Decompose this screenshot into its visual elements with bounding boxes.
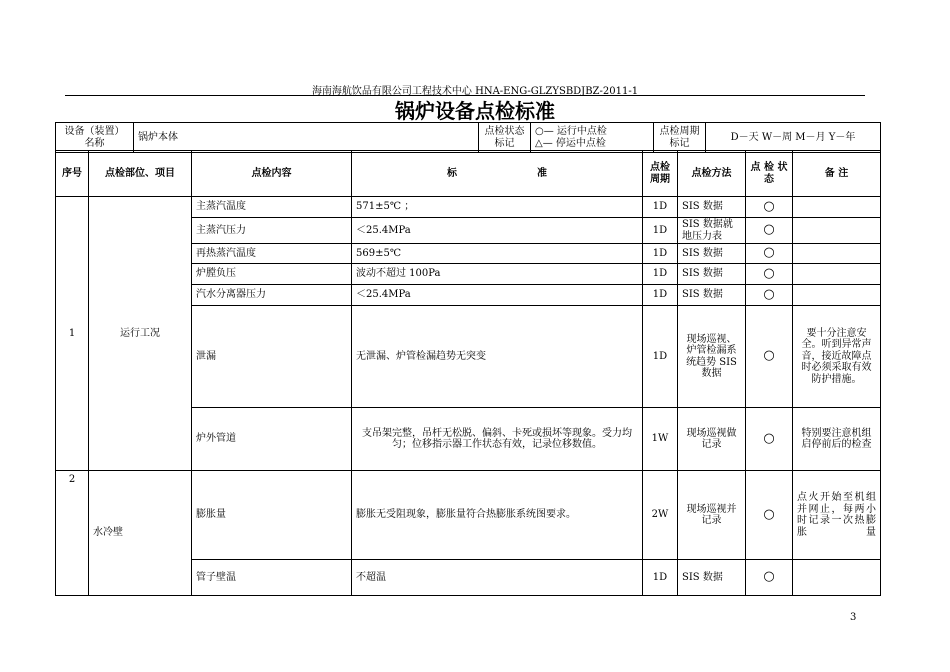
row-state: ○ bbox=[746, 264, 793, 285]
page-number: 3 bbox=[850, 612, 857, 623]
col-header-no: 序号 bbox=[56, 151, 89, 197]
row-content: 主蒸汽压力 bbox=[192, 218, 352, 244]
row-period: 1D bbox=[643, 244, 678, 264]
row-content: 再热蒸汽温度 bbox=[192, 244, 352, 264]
col-header-note: 备 注 bbox=[793, 151, 881, 197]
group-no: 1 bbox=[56, 197, 89, 471]
group-no: 2 bbox=[56, 471, 89, 596]
row-note bbox=[793, 218, 881, 244]
mark-stopped: △— 停运中点检 bbox=[535, 137, 606, 149]
row-method: SIS 数据 bbox=[678, 560, 746, 596]
row-note bbox=[793, 264, 881, 285]
row-period: 1D bbox=[643, 197, 678, 218]
row-period: 1D bbox=[643, 264, 678, 285]
row-method: SIS 数据 bbox=[678, 197, 746, 218]
row-state: ○ bbox=[746, 471, 793, 560]
row-state: ○ bbox=[746, 285, 793, 306]
device-name-label: 设备（装置）名称 bbox=[56, 123, 134, 153]
row-state: ○ bbox=[746, 244, 793, 264]
col-header-standard: 标 准 bbox=[352, 151, 643, 197]
row-note bbox=[793, 560, 881, 596]
row-method: SIS 数据 bbox=[678, 285, 746, 306]
row-method: SIS 数据就地压力表 bbox=[678, 218, 746, 244]
inspection-table bbox=[55, 150, 881, 596]
row-content: 炉膛负压 bbox=[192, 264, 352, 285]
row-standard: 不超温 bbox=[352, 560, 643, 596]
row-method: SIS 数据 bbox=[678, 244, 746, 264]
period-label: 点检周期标记 bbox=[654, 123, 706, 153]
row-state: ○ bbox=[746, 197, 793, 218]
mark-legend bbox=[531, 123, 654, 153]
row-note bbox=[793, 197, 881, 218]
row-standard: 支吊架完整，吊杆无松脱、偏斜、卡死或损坏等现象。受力均匀；位移指示器工作状态有效，记录位移数值。 bbox=[352, 408, 643, 471]
row-standard: 波动不超过 100Pa bbox=[352, 264, 643, 285]
row-state: ○ bbox=[746, 560, 793, 596]
mark-running: ○— 运行中点检 bbox=[535, 126, 607, 137]
mark-label: 点检状态标记 bbox=[479, 123, 531, 153]
row-state: ○ bbox=[746, 306, 793, 408]
row-method: 现场巡视做记录 bbox=[678, 408, 746, 471]
row-standard: 569±5℃ bbox=[352, 244, 643, 264]
group-part: 运行工况 bbox=[89, 197, 192, 471]
row-standard: ＜25.4MPa bbox=[352, 218, 643, 244]
row-standard: 无泄漏、炉管检漏趋势无突变 bbox=[352, 306, 643, 408]
col-header-period: 点检周期 bbox=[643, 151, 678, 197]
row-period: 1D bbox=[643, 560, 678, 596]
device-name-value: 锅炉本体 bbox=[134, 123, 479, 153]
info-table bbox=[55, 122, 881, 153]
row-content: 管子壁温 bbox=[192, 560, 352, 596]
table-row bbox=[56, 471, 881, 560]
row-note: 点火开始至机组并网止，每两小时记录一次热膨胀量 bbox=[793, 471, 881, 560]
table-header-row bbox=[56, 151, 881, 197]
row-method: SIS 数据 bbox=[678, 264, 746, 285]
row-standard: ＜25.4MPa bbox=[352, 285, 643, 306]
row-content: 膨胀量 bbox=[192, 471, 352, 560]
row-period: 1D bbox=[643, 285, 678, 306]
col-header-method: 点检方法 bbox=[678, 151, 746, 197]
col-header-part: 点检部位、项目 bbox=[89, 151, 192, 197]
row-state: ○ bbox=[746, 218, 793, 244]
row-standard: 膨胀无受阻现象，膨胀量符合热膨胀系统图要求。 bbox=[352, 471, 643, 560]
col-header-content: 点检内容 bbox=[192, 151, 352, 197]
row-period: 2W bbox=[643, 471, 678, 560]
page-title: 锅炉设备点检标准 bbox=[395, 99, 555, 123]
row-note: 特别要注意机组启停前后的检查 bbox=[793, 408, 881, 471]
col-header-state: 点 检 状 态 bbox=[746, 151, 793, 197]
period-value: D－天 W－周 M－月 Y－年 bbox=[706, 123, 881, 153]
group-part: 水冷壁 bbox=[89, 471, 192, 596]
row-standard: 571±5℃ ； bbox=[352, 197, 643, 218]
row-method: 现场巡视、炉管检漏系统趋势 SIS 数据 bbox=[678, 306, 746, 408]
row-period: 1D bbox=[643, 218, 678, 244]
row-content: 泄漏 bbox=[192, 306, 352, 408]
row-period: 1W bbox=[643, 408, 678, 471]
row-content: 炉外管道 bbox=[192, 408, 352, 471]
row-period: 1D bbox=[643, 306, 678, 408]
row-note bbox=[793, 244, 881, 264]
row-method: 现场巡视并记录 bbox=[678, 471, 746, 560]
header-company-line: 海南海航饮品有限公司工程技术中心 HNA-ENG-GLZYSBDJBZ-2011-1 bbox=[311, 86, 639, 97]
row-state: ○ bbox=[746, 408, 793, 471]
table-row bbox=[56, 197, 881, 218]
row-content: 汽水分离器压力 bbox=[192, 285, 352, 306]
row-content: 主蒸汽温度 bbox=[192, 197, 352, 218]
row-note bbox=[793, 285, 881, 306]
row-note: 要十分注意安全。听到异常声音，接近故障点时必须采取有效防护措施。 bbox=[793, 306, 881, 408]
